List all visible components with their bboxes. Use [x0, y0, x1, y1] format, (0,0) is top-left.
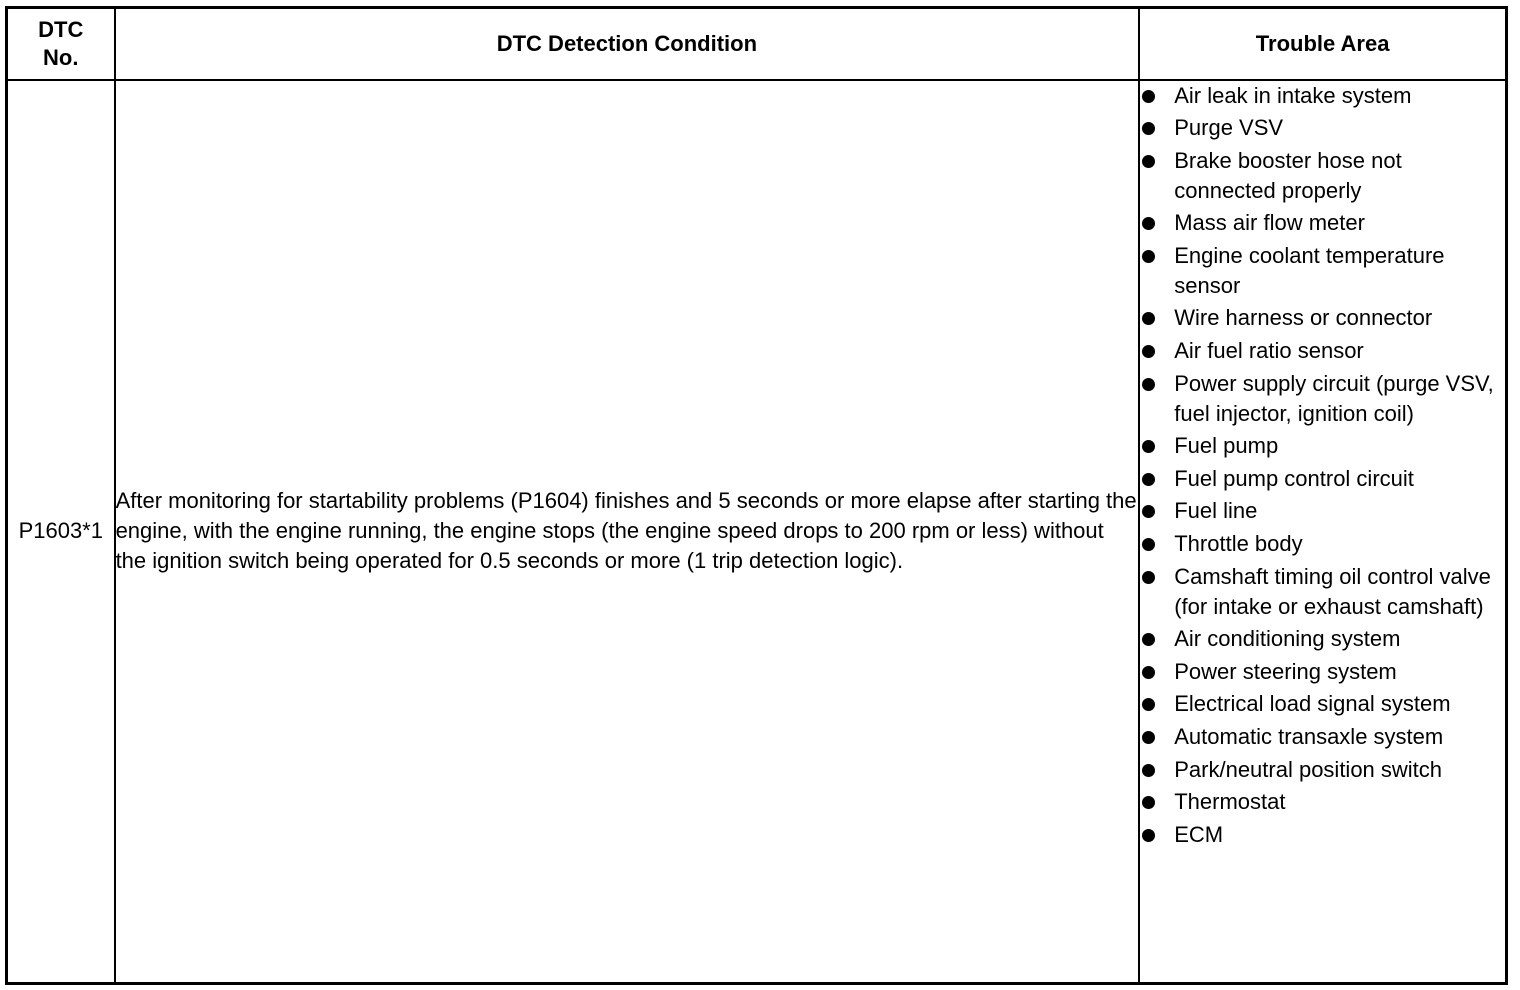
bullet-icon — [1142, 698, 1155, 711]
bullet-icon — [1142, 155, 1155, 168]
trouble-area-list — [1140, 81, 1505, 850]
bullet-icon — [1142, 538, 1155, 551]
trouble-area-label: Purge VSV — [1174, 115, 1284, 141]
trouble-area-item — [1140, 657, 1505, 687]
trouble-area-item — [1140, 208, 1505, 238]
trouble-area-item — [1140, 562, 1505, 622]
trouble-area-label: Fuel pump — [1174, 433, 1279, 459]
header-dtc-no: DTC No. — [7, 8, 115, 80]
trouble-area-label: Mass air flow meter — [1174, 210, 1365, 236]
trouble-area-item — [1140, 496, 1505, 526]
dtc-table — [5, 6, 1508, 985]
header-detection-condition: DTC Detection Condition — [115, 8, 1140, 80]
trouble-area-item — [1140, 81, 1505, 111]
trouble-area-item — [1140, 241, 1505, 301]
trouble-area-item — [1140, 431, 1505, 461]
bullet-icon — [1142, 666, 1155, 679]
bullet-icon — [1142, 731, 1155, 744]
trouble-area-label: Fuel pump control circuit — [1174, 465, 1414, 491]
bullet-icon — [1142, 312, 1155, 325]
trouble-area-label: Park/neutral position switch — [1174, 756, 1443, 782]
trouble-area-cell — [1139, 80, 1506, 984]
trouble-area-label: Power supply circuit (purge VSV, fuel injector, ignition coil) — [1174, 370, 1494, 426]
bullet-icon — [1142, 345, 1155, 358]
header-trouble-area: Trouble Area — [1139, 8, 1506, 80]
trouble-area-item — [1140, 303, 1505, 333]
trouble-area-item — [1140, 146, 1505, 206]
bullet-icon — [1142, 796, 1155, 809]
trouble-area-label: Engine coolant temperature sensor — [1174, 242, 1445, 298]
dtc-code: P1603*1 — [7, 80, 115, 984]
trouble-area-label: Brake booster hose not connected properly — [1174, 147, 1402, 203]
table-row — [7, 80, 1507, 984]
bullet-icon — [1142, 122, 1155, 135]
bullet-icon — [1142, 633, 1155, 646]
trouble-area-label: ECM — [1174, 821, 1224, 847]
trouble-area-label: Air leak in intake system — [1174, 82, 1412, 108]
trouble-area-item — [1140, 722, 1505, 752]
bullet-icon — [1142, 217, 1155, 230]
trouble-area-item — [1140, 624, 1505, 654]
trouble-area-item — [1140, 464, 1505, 494]
trouble-area-label: Camshaft timing oil control valve (for intake or exhaust camshaft) — [1174, 563, 1491, 619]
trouble-area-item — [1140, 336, 1505, 366]
trouble-area-item — [1140, 787, 1505, 817]
trouble-area-label: Automatic transaxle system — [1174, 724, 1444, 749]
trouble-area-item — [1140, 755, 1505, 785]
bullet-icon — [1142, 829, 1155, 842]
trouble-area-label: Thermostat — [1174, 789, 1286, 815]
trouble-area-label: Power steering system — [1174, 658, 1397, 684]
bullet-icon — [1142, 505, 1155, 518]
bullet-icon — [1142, 378, 1155, 391]
detection-condition-text: After monitoring for startability problems (P1604) finishes and 5 seconds or more elapse after starting the engine, with the engine running, the engine stops (the engine speed drops to 200 rpm or less) without the ignition switch being operated for 0.5 seconds or more (1 trip detection logic). — [115, 80, 1140, 984]
bullet-icon — [1142, 571, 1155, 584]
trouble-area-item — [1140, 113, 1505, 143]
trouble-area-item — [1140, 529, 1505, 559]
bullet-icon — [1142, 440, 1155, 453]
trouble-area-item — [1140, 369, 1505, 429]
trouble-area-label: Throttle body — [1174, 531, 1303, 557]
trouble-area-item — [1140, 689, 1505, 719]
bullet-icon — [1142, 250, 1155, 263]
trouble-area-label: Air conditioning system — [1174, 626, 1401, 652]
trouble-area-label: Electrical load signal system — [1174, 691, 1451, 717]
bullet-icon — [1142, 90, 1155, 103]
table-header-row — [7, 8, 1507, 80]
trouble-area-label: Air fuel ratio sensor — [1174, 338, 1364, 364]
trouble-area-label: Fuel line — [1174, 498, 1258, 524]
trouble-area-label: Wire harness or connector — [1174, 305, 1433, 331]
bullet-icon — [1142, 764, 1155, 777]
trouble-area-item — [1140, 820, 1505, 850]
bullet-icon — [1142, 473, 1155, 486]
